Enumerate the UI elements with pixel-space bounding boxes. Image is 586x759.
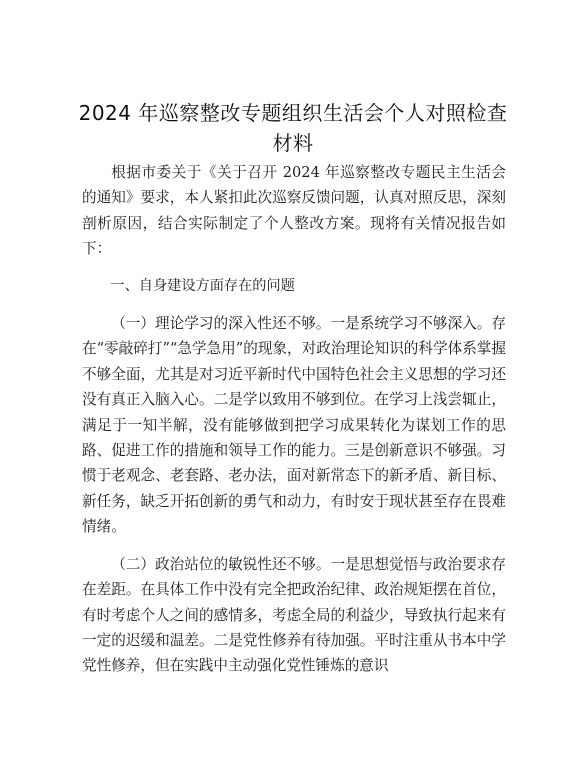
title-line-1: 2024 年巡察整改专题组织生活会个人对照检查 [78, 101, 508, 125]
intro-paragraph: 根据市委关于《关于召开 2024 年巡察整改专题民主生活会的通知》要求，本人紧扣此次巡察反馈问题，认真对照反思，深刻剖析原因，结合实际制定了个人整改方案。现将有关情况报告如下： [82, 164, 506, 258]
title-line-2: 材料 [272, 131, 314, 155]
section-heading: 一、自身建设方面存在的问题 [110, 277, 295, 294]
body-paragraph: （一）理论学习的深入性还不够。一是系统学习不够深入。存在“零敲碎打”“急学急用”的现象，对政治理论知识的科学体系掌握不够全面，尤其是对习近平新时代中国特色社会主义思想的学习还没有真正入脑入心。二是学以致用不够到位。在学习上浅尝辄止，满足于一知半解，没有能够做到把学习成果转化为谋划工作的思路、促进工作的措施和领导工作的能力。三是创新意识不够强。习惯于老观念、老套路、老办法，面对新常态下的新矛盾、新目标、新任务，缺乏开拓创新的勇气和动力，有时安于现状甚至存在畏难情绪。 [82, 315, 506, 536]
document-body [82, 160, 506, 679]
document-title [60, 98, 526, 158]
body-paragraph: （二）政治站位的敏锐性还不够。一是思想觉悟与政治要求存在差距。在具体工作中没有完全把政治纪律、政治规矩摆在首位，有时考虑个人之间的感情多，考虑全局的利益少，导致执行起来有一定的迟缓和温差。二是党性修养有待加强。平时注重从书本中学党性修养，但在实践中主动强化党性锤炼的意识 [82, 555, 506, 675]
